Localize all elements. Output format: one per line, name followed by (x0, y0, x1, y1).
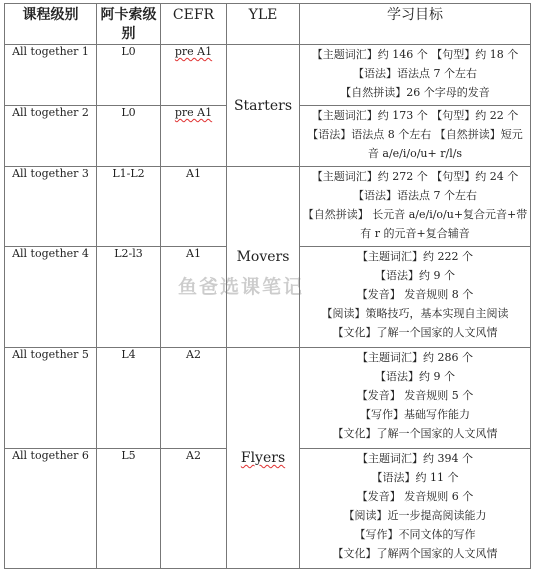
goal-line: 音 a/e/i/o/u+ r/l/s (367, 147, 463, 160)
cefr-cell: A1 (161, 247, 227, 348)
yle-cell-movers: Movers (227, 167, 300, 348)
goals-cell (300, 106, 531, 167)
table-row (5, 167, 531, 247)
level-cell: All together 3 (5, 167, 97, 247)
aka-cell: L2-l3 (97, 247, 161, 348)
course-level-table (4, 3, 531, 569)
goal-line: 【主题词汇】约 286 个 (357, 351, 473, 364)
goal-line: 【自然拼读】26 个字母的发音 (340, 86, 490, 99)
goal-line: 【语法】语法点 7 个左右 (353, 189, 477, 202)
goal-line: 有 r 的元音+复合辅音 (360, 227, 470, 240)
level-cell: All together 1 (5, 45, 97, 106)
goals-cell (300, 348, 531, 449)
goal-line: 【写作】不同文体的写作 (354, 528, 476, 541)
goal-line: 【发音】 发音规则 5 个 (356, 389, 474, 402)
yle-cell-flyers (227, 348, 300, 569)
header-yle: YLE (227, 4, 300, 45)
goal-line: 【发音】 发音规则 8 个 (356, 288, 474, 301)
aka-cell: L0 (97, 45, 161, 106)
cefr-cell (161, 45, 227, 106)
header-goals: 学习目标 (300, 4, 531, 45)
cefr-cell: A2 (161, 348, 227, 449)
cefr-value: pre A1 (174, 45, 213, 58)
goal-line: 【主题词汇】约 394 个 (357, 452, 473, 465)
header-cefr: CEFR (161, 4, 227, 45)
aka-cell: L1-L2 (97, 167, 161, 247)
goal-line: 【主题词汇】约 173 个 【句型】约 22 个 (311, 109, 519, 122)
level-cell: All together 2 (5, 106, 97, 167)
goal-line: 【自然拼读】 长元音 a/e/i/o/u+复合元音+带 (302, 208, 528, 221)
cefr-cell (161, 106, 227, 167)
cefr-value: pre A1 (174, 106, 213, 119)
cefr-cell: A1 (161, 167, 227, 247)
goal-line: 【写作】基础写作能力 (360, 408, 470, 421)
header-level: 课程级别 (5, 4, 97, 45)
goal-line: 【语法】约 9 个 (375, 269, 455, 282)
level-cell: All together 5 (5, 348, 97, 449)
goals-cell (300, 247, 531, 348)
goals-cell (300, 449, 531, 569)
goal-line: 【语法】约 9 个 (375, 370, 455, 383)
aka-cell: L4 (97, 348, 161, 449)
goal-line: 【文化】了解一个国家的人文风情 (332, 326, 498, 339)
watermark: 鱼爸选课笔记 (178, 276, 305, 298)
goal-line: 【主题词汇】约 222 个 (357, 250, 473, 263)
goal-line: 【文化】了解一个国家的人文风情 (332, 427, 498, 440)
goal-line: 【语法】语法点 7 个左右 (353, 67, 477, 80)
table-row (5, 45, 531, 106)
goal-line: 【语法】约 11 个 (371, 471, 459, 484)
goal-line: 【阅读】策略技巧，基本实现自主阅读 (321, 307, 509, 320)
level-cell: All together 4 (5, 247, 97, 348)
goal-line: 【主题词汇】约 146 个 【句型】约 18 个 (311, 48, 519, 61)
header-aka: 阿卡索级别 (97, 4, 161, 45)
goal-line: 【发音】 发音规则 6 个 (356, 490, 474, 503)
goal-line: 【文化】了解两个国家的人文风情 (332, 547, 498, 560)
goals-cell (300, 167, 531, 247)
yle-value-flyers: Flyers (240, 450, 286, 466)
goal-line: 【阅读】近一步提高阅读能力 (343, 509, 487, 522)
goals-cell (300, 45, 531, 106)
header-row (5, 4, 531, 45)
goal-line: 【主题词汇】约 272 个 【句型】约 24 个 (311, 170, 519, 183)
cefr-cell: A2 (161, 449, 227, 569)
aka-cell: L5 (97, 449, 161, 569)
table-row (5, 348, 531, 449)
yle-cell-starters: Starters (227, 45, 300, 167)
goal-line: 【语法】语法点 8 个左右 【自然拼读】短元 (307, 128, 523, 141)
level-cell: All together 6 (5, 449, 97, 569)
aka-cell: L0 (97, 106, 161, 167)
